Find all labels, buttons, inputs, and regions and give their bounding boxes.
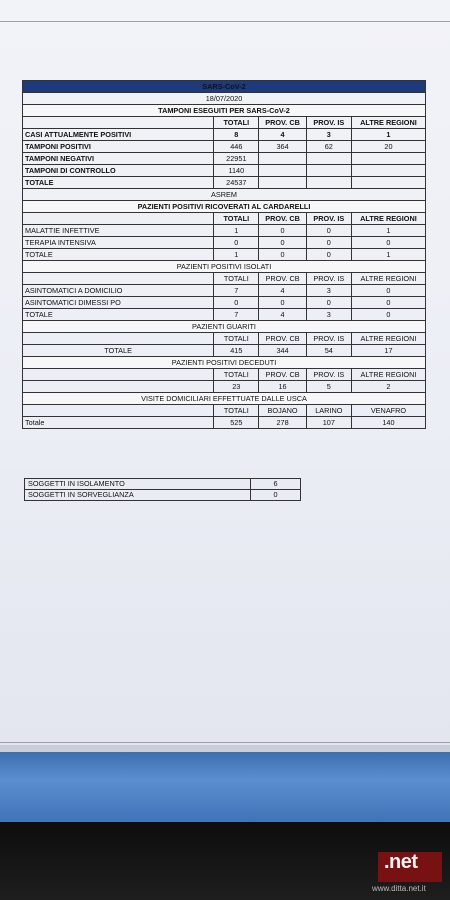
table-row <box>23 345 426 357</box>
row-label <box>23 381 214 393</box>
table-cell <box>259 177 306 189</box>
table-cell: 278 <box>259 417 306 429</box>
section-heading-guariti: PAZIENTI GUARITI <box>23 321 426 333</box>
column-header: ALTRE REGIONI <box>351 213 425 225</box>
row-label: TAMPONI NEGATIVI <box>23 153 214 165</box>
taskbar-band <box>0 752 450 822</box>
table-cell <box>306 153 351 165</box>
table-cell: 1140 <box>214 165 259 177</box>
table-cell: 0 <box>306 249 351 261</box>
column-header: TOTALI <box>214 369 259 381</box>
table-cell: 0 <box>259 225 306 237</box>
table-cell <box>351 165 425 177</box>
table-cell: 0 <box>306 237 351 249</box>
column-header: ALTRE REGIONI <box>351 273 425 285</box>
column-header: ALTRE REGIONI <box>351 117 425 129</box>
table-cell <box>351 153 425 165</box>
table-header-row <box>23 369 426 381</box>
table-header-row <box>23 117 426 129</box>
paper-edge-bottom <box>0 742 450 743</box>
row-label: TERAPIA INTENSIVA <box>23 237 214 249</box>
screen-bezel <box>0 745 450 752</box>
table-cell: 24537 <box>214 177 259 189</box>
table-cell: 0 <box>259 237 306 249</box>
column-header: PROV. IS <box>306 369 351 381</box>
table-cell: 20 <box>351 141 425 153</box>
asrem-label: ASREM <box>23 189 426 201</box>
table-row <box>23 165 426 177</box>
row-label: TOTALE <box>23 177 214 189</box>
column-header: PROV. IS <box>306 273 351 285</box>
table-cell <box>306 165 351 177</box>
table-cell: 3 <box>306 129 351 141</box>
table-cell: 1 <box>351 225 425 237</box>
column-header: TOTALI <box>214 405 259 417</box>
column-header: PROV. CB <box>259 117 306 129</box>
table-row <box>23 381 426 393</box>
table-cell: 0 <box>351 297 425 309</box>
row-label: TAMPONI POSITIVI <box>23 141 214 153</box>
table-cell <box>259 153 306 165</box>
table-cell: 0 <box>351 285 425 297</box>
row-label: SOGGETTI IN ISOLAMENTO <box>25 479 251 490</box>
table-cell: 5 <box>306 381 351 393</box>
soggetti-box <box>24 478 300 501</box>
column-header: TOTALI <box>214 213 259 225</box>
table-row <box>23 285 426 297</box>
table-cell: 4 <box>259 129 306 141</box>
row-label: TOTALE <box>23 345 214 357</box>
column-header: PROV. CB <box>259 369 306 381</box>
table-header-row <box>23 333 426 345</box>
row-label: Totale <box>23 417 214 429</box>
table-cell: 344 <box>259 345 306 357</box>
section-heading-ricoverati: PAZIENTI POSITIVI RICOVERATI AL CARDARELLI <box>23 201 426 213</box>
table-cell: 17 <box>351 345 425 357</box>
table-cell: 446 <box>214 141 259 153</box>
table-cell: 0 <box>259 297 306 309</box>
watermark-logo: .net <box>384 851 418 873</box>
table-cell: 107 <box>306 417 351 429</box>
table-cell: 0 <box>351 237 425 249</box>
column-header: PROV. IS <box>306 333 351 345</box>
row-label: TOTALE <box>23 249 214 261</box>
row-label: CASI ATTUALMENTE POSITIVI <box>23 129 214 141</box>
table-header-row <box>23 405 426 417</box>
table-cell: 0 <box>214 297 259 309</box>
column-header: ALTRE REGIONI <box>351 333 425 345</box>
table-cell: 54 <box>306 345 351 357</box>
column-header: PROV. IS <box>306 213 351 225</box>
column-header: TOTALI <box>214 117 259 129</box>
column-header: PROV. CB <box>259 213 306 225</box>
table-cell: 0 <box>306 297 351 309</box>
table-cell <box>306 177 351 189</box>
table-row <box>23 129 426 141</box>
table-cell: 7 <box>214 309 259 321</box>
table-header-row <box>23 273 426 285</box>
table-cell <box>351 177 425 189</box>
table-cell: 1 <box>351 129 425 141</box>
table-cell: 4 <box>259 285 306 297</box>
soggetti-table <box>24 478 301 501</box>
table-row <box>23 417 426 429</box>
table-cell: 6 <box>251 479 301 490</box>
row-label: MALATTIE INFETTIVE <box>23 225 214 237</box>
paper-edge-top <box>0 21 450 22</box>
table-row <box>25 479 301 490</box>
column-header: PROV. CB <box>259 333 306 345</box>
section-heading-isolati: PAZIENTI POSITIVI ISOLATI <box>23 261 426 273</box>
table-cell: 0 <box>251 490 301 501</box>
column-header: TOTALI <box>214 333 259 345</box>
column-header: PROV. CB <box>259 273 306 285</box>
report-date: 18/07/2020 <box>23 93 426 105</box>
table-cell: 0 <box>351 309 425 321</box>
table-row <box>23 237 426 249</box>
table-cell: 0 <box>259 249 306 261</box>
table-cell: 0 <box>214 237 259 249</box>
table-row <box>23 225 426 237</box>
table-cell: 364 <box>259 141 306 153</box>
table-cell: 2 <box>351 381 425 393</box>
table-cell: 0 <box>306 225 351 237</box>
section-heading-deceduti: PAZIENTI POSITIVI DECEDUTI <box>23 357 426 369</box>
table-cell: 1 <box>351 249 425 261</box>
report-table <box>22 80 426 429</box>
column-header: VENAFRO <box>351 405 425 417</box>
table-cell: 7 <box>214 285 259 297</box>
table-row <box>23 141 426 153</box>
table-cell: 1 <box>214 225 259 237</box>
table-cell <box>259 165 306 177</box>
covid-report-sheet <box>22 80 426 429</box>
column-header: ALTRE REGIONI <box>351 369 425 381</box>
table-row <box>25 490 301 501</box>
table-cell: 3 <box>306 309 351 321</box>
table-cell: 3 <box>306 285 351 297</box>
table-row <box>23 309 426 321</box>
table-cell: 62 <box>306 141 351 153</box>
table-cell: 525 <box>214 417 259 429</box>
row-label: TAMPONI DI CONTROLLO <box>23 165 214 177</box>
table-row <box>23 297 426 309</box>
table-row <box>23 153 426 165</box>
table-cell: 1 <box>214 249 259 261</box>
watermark-site: www.ditta.net.it <box>372 884 426 893</box>
table-cell: 22951 <box>214 153 259 165</box>
column-header: LARINO <box>306 405 351 417</box>
row-label: SOGGETTI IN SORVEGLIANZA <box>25 490 251 501</box>
column-header: TOTALI <box>214 273 259 285</box>
report-title: SARS-CoV-2 <box>23 81 426 93</box>
table-cell: 8 <box>214 129 259 141</box>
section-heading-tamponi: TAMPONI ESEGUITI PER SARS-CoV-2 <box>23 105 426 117</box>
row-label: TOTALE <box>23 309 214 321</box>
table-cell: 16 <box>259 381 306 393</box>
table-cell: 415 <box>214 345 259 357</box>
section-heading-usca: VISITE DOMICILIARI EFFETTUATE DALLE USCA <box>23 393 426 405</box>
column-header: BOJANO <box>259 405 306 417</box>
column-header: PROV. IS <box>306 117 351 129</box>
table-row <box>23 249 426 261</box>
table-row <box>23 177 426 189</box>
row-label: ASINTOMATICI A DOMICILIO <box>23 285 214 297</box>
table-cell: 4 <box>259 309 306 321</box>
table-header-row <box>23 213 426 225</box>
table-cell: 140 <box>351 417 425 429</box>
table-cell: 23 <box>214 381 259 393</box>
row-label: ASINTOMATICI DIMESSI PO <box>23 297 214 309</box>
